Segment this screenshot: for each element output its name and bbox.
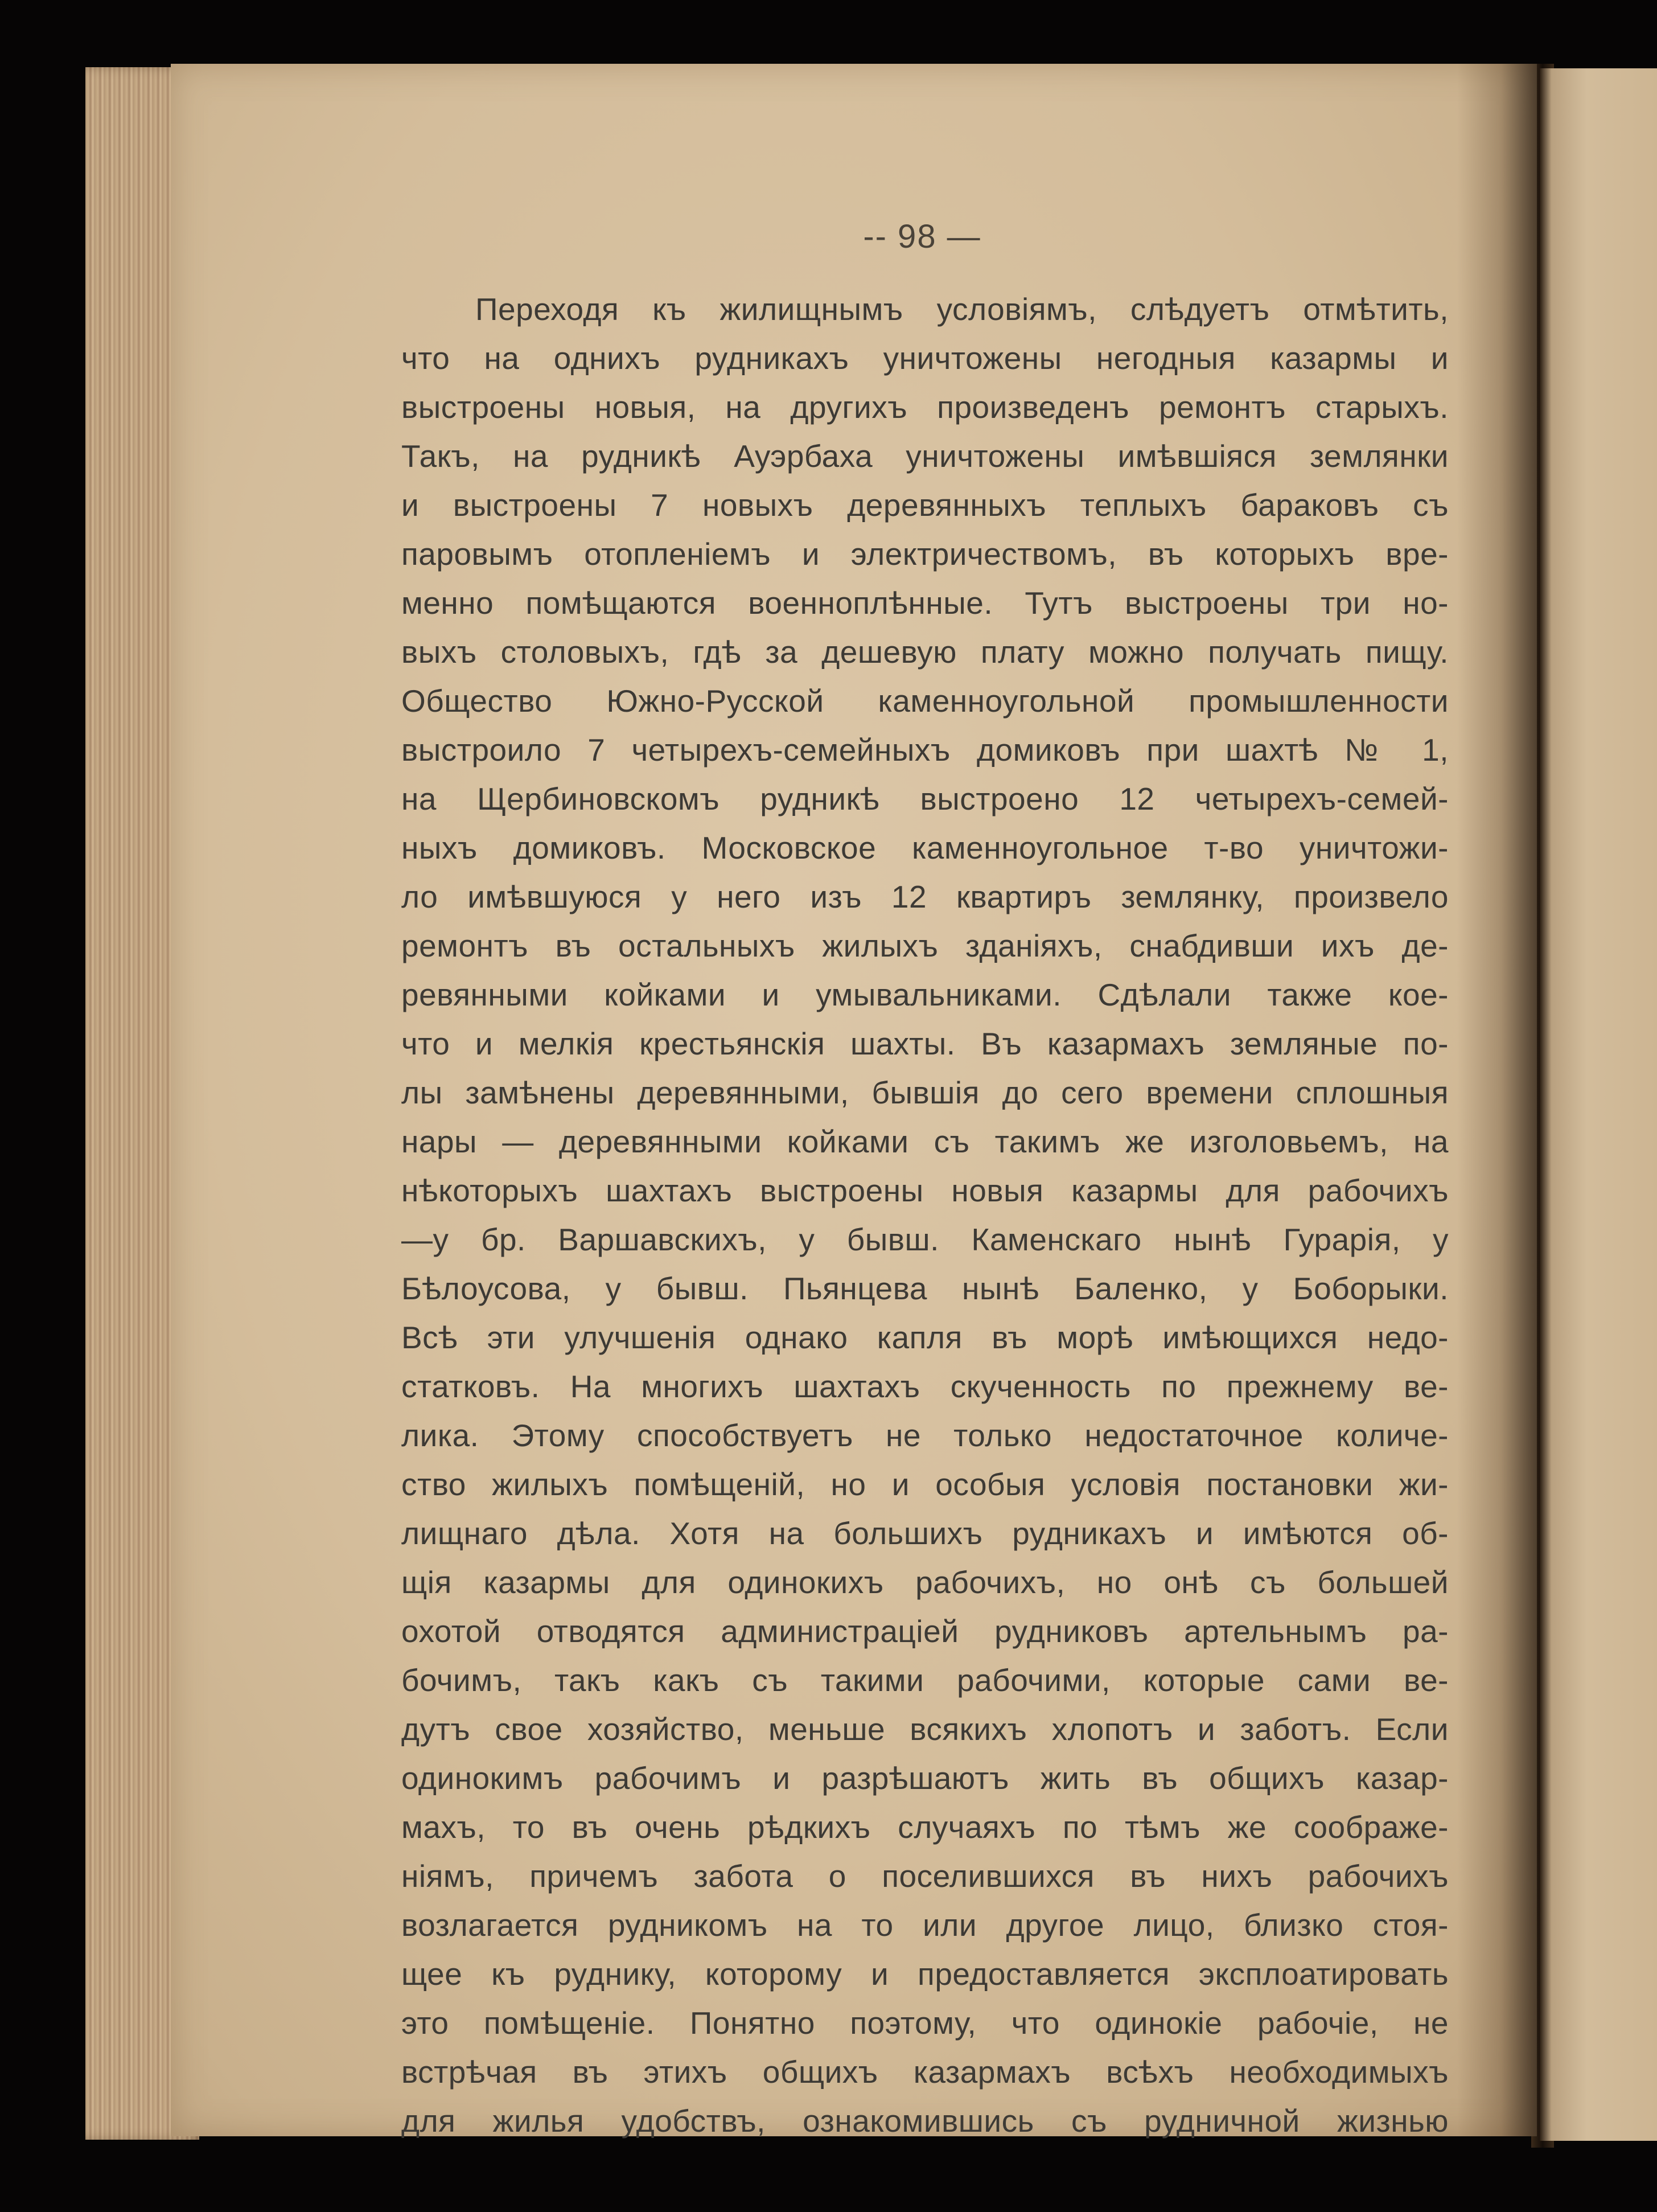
- text-line: махъ, то въ очень рѣдкихъ случаяхъ по тѣмъ же соображе-: [401, 1809, 1449, 1845]
- text-line: щія казармы для одинокихъ рабочихъ, но онѣ съ большей: [401, 1565, 1449, 1600]
- text-line: Переходя къ жилищнымъ условіямъ, слѣдуетъ отмѣтить,: [475, 292, 1449, 327]
- text-line: и выстроены 7 новыхъ деревянныхъ теплыхъ бараковъ съ: [401, 487, 1449, 523]
- text-line: это помѣщеніе. Понятно поэтому, что одинокіе рабочіе, не: [401, 2005, 1449, 2041]
- text-line: Бѣлоусова, у бывш. Пьянцева нынѣ Баленко, у Боборыки.: [401, 1271, 1449, 1306]
- text-line: ло имѣвшуюся у него изъ 12 квартиръ землянку, произвело: [401, 879, 1449, 914]
- text-line: щее къ руднику, которому и предоставляется эксплоатировать: [401, 1956, 1449, 1992]
- text-line: нѣкоторыхъ шахтахъ выстроены новыя казармы для рабочихъ: [401, 1173, 1449, 1208]
- text-line: ревянными койками и умывальниками. Сдѣлали также кое-: [401, 977, 1449, 1012]
- text-line: лика. Этому способствуетъ не только недостаточное количе-: [401, 1418, 1449, 1453]
- text-line: нары — деревянными койками съ такимъ же изголовьемъ, на: [401, 1124, 1449, 1159]
- text-line: Всѣ эти улучшенія однако капля въ морѣ имѣющихся недо-: [401, 1320, 1449, 1355]
- text-line: что и мелкія крестьянскія шахты. Въ казармахъ земляные по-: [401, 1026, 1449, 1061]
- text-line: встрѣчая въ этихъ общихъ казармахъ всѣхъ необходимыхъ: [401, 2054, 1449, 2090]
- text-line: что на однихъ рудникахъ уничтожены негодныя казармы и: [401, 340, 1449, 376]
- text-line: для жилья удобствъ, ознакомившись съ рудничной жизнью: [401, 2103, 1449, 2139]
- text-line: ніямъ, причемъ забота о поселившихся въ нихъ рабочихъ: [401, 1858, 1449, 1894]
- body-text: [401, 285, 1449, 2145]
- text-line: лы замѣнены деревянными, бывшія до сего времени сплошныя: [401, 1075, 1449, 1110]
- page-number: -- 98 —: [863, 218, 981, 255]
- text-line: ныхъ домиковъ. Московское каменноугольное т-во уничтожи-: [401, 830, 1449, 865]
- text-line: —у бр. Варшавскихъ, у бывш. Каменскаго нынѣ Гурарія, у: [401, 1222, 1449, 1257]
- text-line: статковъ. На многихъ шахтахъ скученность по прежнему ве-: [401, 1369, 1449, 1404]
- text-line: выстроены новыя, на другихъ произведенъ ремонтъ старыхъ.: [401, 389, 1449, 425]
- text-line: охотой отводятся администраціей рудниковъ артельнымъ ра-: [401, 1614, 1449, 1649]
- text-line: лищнаго дѣла. Хотя на большихъ рудникахъ и имѣются об-: [401, 1516, 1449, 1551]
- text-line: одинокимъ рабочимъ и разрѣшаютъ жить въ общихъ казар-: [401, 1760, 1449, 1796]
- text-line: возлагается рудникомъ на то или другое лицо, близко стоя-: [401, 1907, 1449, 1943]
- text-line: паровымъ отопленіемъ и электричествомъ, въ которыхъ вре-: [401, 536, 1449, 572]
- text-line: выхъ столовыхъ, гдѣ за дешевую плату можно получать пищу.: [401, 634, 1449, 670]
- text-line: бочимъ, такъ какъ съ такими рабочими, которые сами ве-: [401, 1663, 1449, 1698]
- text-line: Общество Южно-Русской каменноугольной промышленности: [401, 683, 1449, 719]
- gutter-shadow: [1457, 64, 1537, 2136]
- text-line: ремонтъ въ остальныхъ жилыхъ зданіяхъ, снабдивши ихъ де-: [401, 928, 1449, 963]
- text-line: Такъ, на рудникѣ Ауэрбаха уничтожены имѣвшіяся землянки: [401, 438, 1449, 474]
- text-line: на Щербиновскомъ рудникѣ выстроено 12 четырехъ-семей-: [401, 781, 1449, 816]
- facing-page-edge: [1540, 68, 1657, 2141]
- text-line: дутъ свое хозяйство, меньше всякихъ хлопотъ и заботъ. Если: [401, 1712, 1449, 1747]
- text-line: ство жилыхъ помѣщеній, но и особыя условія постановки жи-: [401, 1467, 1449, 1502]
- text-line: выстроило 7 четырехъ-семейныхъ домиковъ при шахтѣ № 1,: [401, 732, 1449, 768]
- text-line: менно помѣщаются военноплѣнные. Тутъ выстроены три но-: [401, 585, 1449, 621]
